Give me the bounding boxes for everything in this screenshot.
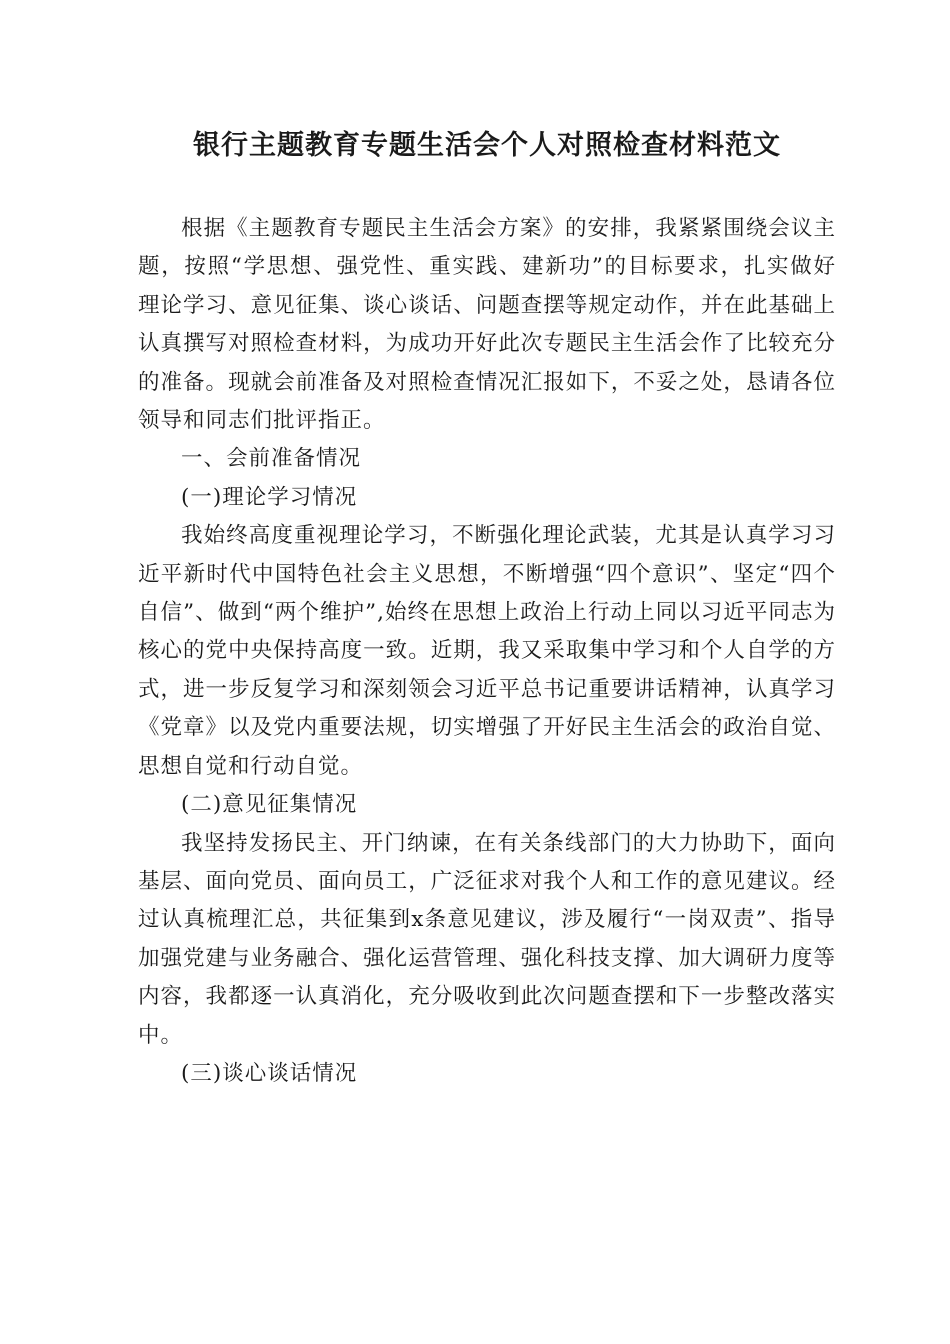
theory-study-paragraph: 我始终高度重视理论学习，不断强化理论武装，尤其是认真学习习近平新时代中国特色社会主义思想，不断增强“四个意识”、坚定“四个自信”、做到“两个维护”,始终在思想上政治上行动上同以习近平同志为核心的党中央保持高度一致。近期，我又采取集中学习和个人自学的方式，进一步反复学习和深刻领会习近平总书记重要讲话精神，认真学习《党章》以及党内重要法规，切实增强了开好民主生活会的政治自觉、思想自觉和行动自觉。 bbox=[138, 523, 836, 779]
subsection-heading-3: (三)谈心谈话情况 bbox=[181, 1060, 358, 1086]
section-heading-1: 一、会前准备情况 bbox=[181, 446, 362, 472]
subsection-heading-1: (一)理论学习情况 bbox=[181, 484, 358, 510]
document-title: 银行主题教育专题生活会个人对照检查材料范文 bbox=[193, 130, 781, 161]
intro-paragraph: 根据《主题教育专题民主生活会方案》的安排，我紧紧围绕会议主题，按照“学思想、强党性、重实践、建新功”的目标要求，扎实做好理论学习、意见征集、谈心谈话、问题查摆等规定动作，并在此基础上认真撰写对照检查材料，为成功开好此次专题民主生活会作了比较充分的准备。现就会前准备及对照检查情况汇报如下，不妥之处，恳请各位领导和同志们批评指正。 bbox=[138, 216, 836, 434]
opinion-collection-paragraph: 我坚持发扬民主、开门纳谏，在有关条线部门的大力协助下，面向基层、面向党员、面向员工，广泛征求对我个人和工作的意见建议。经过认真梳理汇总，共征集到x条意见建议，涉及履行“一岗双责”、指导加强党建与业务融合、强化运营管理、强化科技支撑、加大调研力度等内容，我都逐一认真消化，充分吸收到此次问题查摆和下一步整改落实中。 bbox=[138, 830, 836, 1048]
document-page bbox=[138, 0, 836, 1093]
document-body bbox=[138, 210, 836, 1093]
subsection-heading-2: (二)意见征集情况 bbox=[181, 792, 358, 818]
